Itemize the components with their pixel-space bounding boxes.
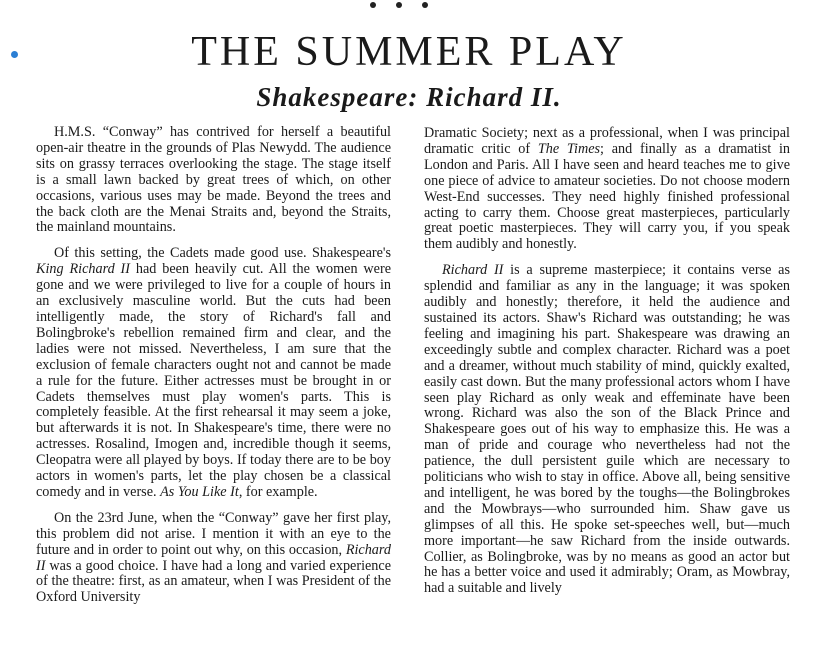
play-title-italic: Richard II [442, 262, 504, 279]
binding-hole [422, 2, 428, 8]
play-title-italic: Richard II [36, 541, 391, 574]
paragraph [36, 125, 391, 236]
paragraph-text: , for example. [238, 483, 318, 500]
paragraph-text: was a good choice. I have had a long and varied experience of the theatre: first, as an amateur, when I was President of the Oxford University [36, 557, 391, 606]
left-column [36, 125, 391, 616]
paragraph-text: ; and finally as a dramatist in London and Paris. All I have seen and heard teaches me to give one piece of advice to amateur societies. Do not choose modern West-End successes. They need highly finished professional acting to carry them. Choose great masterpieces, particularly great poetic masterpieces. They will carry you, if you speak them audibly and honestly. [424, 140, 790, 253]
paragraph-text: Dramatic Society; next as a professional, when I was principal dramatic critic of [424, 125, 790, 157]
paragraph [36, 246, 391, 501]
paragraph-text: On the 23rd June, when the “Conway” gave her first play, this problem did not arise. I mention it with an eye to the future and in order to point out why, on this occasion, [36, 509, 391, 558]
page-subtitle: Shakespeare: Richard II. [256, 82, 562, 112]
newspaper-title-italic: The Times [537, 140, 601, 157]
paragraph [36, 511, 391, 606]
paragraph [424, 263, 790, 597]
paragraph-text: had been heavily cut. All the women were gone and we were privileged to live for a couple of hours in an exclusively masculine world. But the cuts had been intelligently made, the story of Richard's fall and Bolingbroke's rebellion remained firm and clear, and the ladies were not missed. Nevertheless, I am sure that the exclusion of female characters ought not and cannot be made a rule for the future. Either actresses must be brought in or Cadets themselves must play women's parts. This is completely feasible. At the first rehearsal it may seem a joke, but afterwards it is not. In Shakespeare's time, there were no actresses. Rosalind, Imogen and, incredible though it seems, Cleopatra were all played by boys. If today there are to be boy actors in women's parts, let the play chosen be a classical comedy and in verse. [36, 261, 391, 500]
play-title-italic: King Richard II [36, 261, 130, 278]
right-column [424, 126, 790, 607]
binding-hole [370, 2, 376, 8]
binding-holes [370, 2, 428, 8]
paragraph-text: H.M.S. “Conway” has contrived for herself a beautiful open-air theatre in the grounds of Plas Newydd. The audience sits on grassy terraces overlooking the stage. The stage itself is a small lawn backed by great trees of which, on other occasions, various uses may be made. Beyond the trees and the back cloth are the Menai Straits and, beyond the Straits, the mainland mountains. [36, 124, 391, 236]
paragraph [424, 126, 790, 253]
play-title-italic: As You Like It [160, 483, 239, 500]
binding-hole [396, 2, 402, 8]
page-title: THE SUMMER PLAY [191, 29, 627, 75]
paragraph-text: is a supreme masterpiece; it contains verse as splendid and familiar as any in the language; it was spoken audibly and honestly; therefore, it held the audience and sustained its actors. Shaw's Richard was outstanding; he was feeling and imagining his part. Shakespeare was drawing an exceedingly subtle and complex character. Richard was a poet and a dreamer, without much stability of mind, quickly exalted, easily cast down. But the many professional actors whom I have seen play Richard as only weak and effeminate have been wrong. Richard was also the son of the Black Prince and Shakespeare goes out of his way to emphasize this. He was a man of pride and courage who nevertheless had not the patience, the dull persistent guile which are necessary to politicians who wish to stay in office. Above all, being sensitive and intelligent, he was bored by the toughs—the Bolingbrokes and the Mowbrays—who surrounded him. Shaw gave us glimpses of all this. He spoke set-speeches well, but—much more important—he saw Richard from the inside outwards. Collier, as Bolingbroke, was by no means as good an actor but he has a better voice and used it admirably; Oram, as Mowbray, had a suitable and lively [424, 262, 790, 597]
paragraph-text: Of this setting, the Cadets made good use. Shakespeare's [54, 245, 391, 262]
